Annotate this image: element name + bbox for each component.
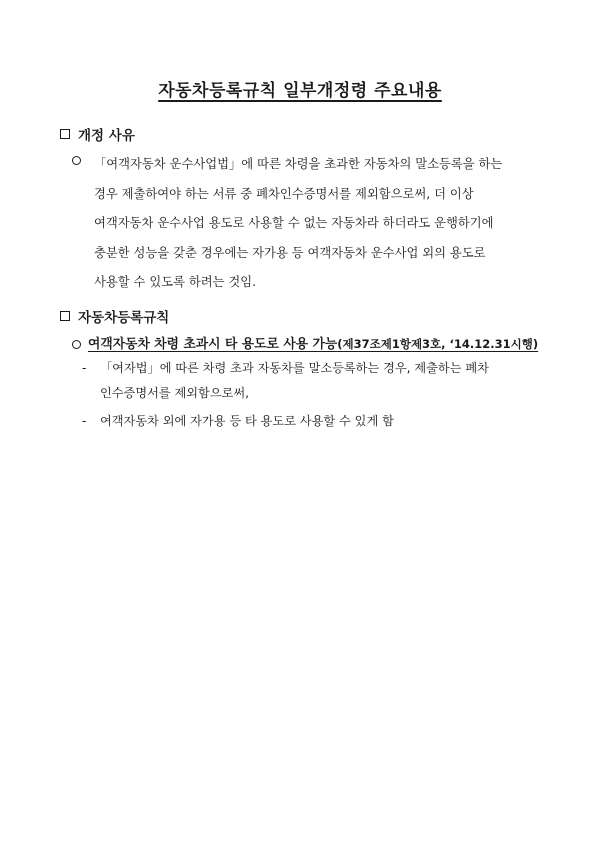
section-heading-rules: 자동차등록규칙 [60, 306, 169, 326]
circle-bullet-icon [72, 340, 81, 349]
section-heading-reason: 개정 사유 [60, 124, 135, 144]
reason-bullet [72, 150, 81, 165]
document-title: 자동차등록규칙 일부개정령 주요내용 [158, 81, 442, 101]
rule-item-title: 여객자동차 차령 초과시 타 용도로 사용 가능(제37조제1항제3호, ‘14.12.31시행) [88, 337, 539, 352]
reason-paragraph: 「여객자동차 운수사업법」에 따른 차령을 초과한 자동차의 말소등록을 하는 경우 제출하여야 하는 서류 중 폐차인수증명서를 제외함으로써, 더 이상 여객자동차 운수사업 용도로 사용할 수 없는 자동차라 하더라도 운행하기에 충분한 성능을 갖춘 경우에는 자가용 등 여객자동차 운수사업 외의 용도로 사용할 수 있도록 하려는 것임. [94, 157, 503, 289]
square-bullet-icon [60, 129, 70, 139]
document-page: 자동차등록규칙 일부개정령 주요내용 개정 사유 「여객자동차 운수사업법」에 따른 차령을 초과한 자동차의 말소등록을 하는 경우 제출하여야 하는 서류 중 폐차인수증명서를 제외함으로써, 더 이상 여객자동차 운수사업 용도로 사용할 수 없는 자동차라 하더라도 운행하기에 충분한 성능을 갖춘 경우에는 자가용 등 여객자동차 운수사업 외의 용도로 사용할 수 있도록 하려는 것임. 자동차등록규칙 여객자동차 차령 초과시 타 용도로 사용 가능(제37조제1항제3호, ‘14.12.31시행) - 「여자법」에 따른 차령 초과 자동차를 말소등록하는 경우, 제출하는 폐차 인수증명서를 제외함으로써, - 여객자동차 외에 자가용 등 타 용도로 사용할 수 있게 함 [0, 0, 600, 849]
square-bullet-icon [60, 311, 70, 321]
circle-bullet-icon [72, 156, 81, 165]
rules-bullet [72, 334, 81, 349]
